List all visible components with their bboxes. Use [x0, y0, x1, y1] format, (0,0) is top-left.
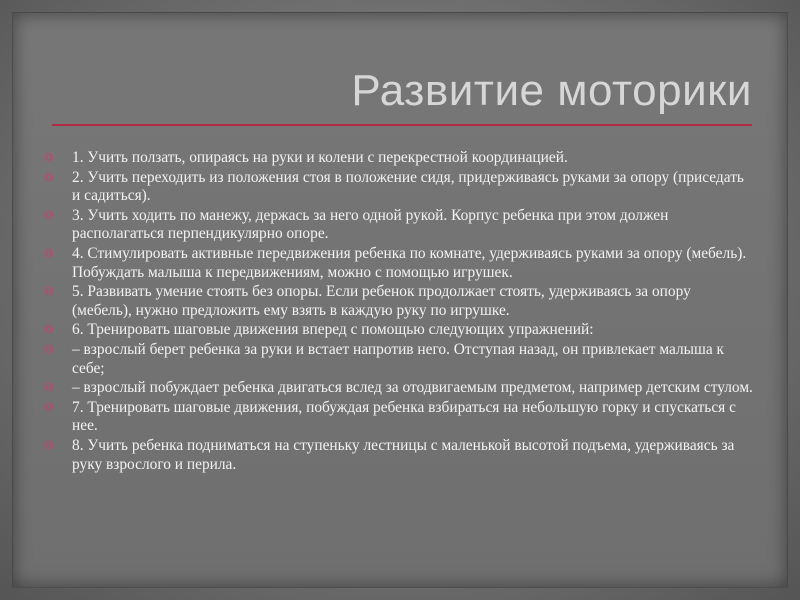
bullet-icon: ❂	[44, 382, 54, 395]
list-item	[44, 379, 754, 398]
list-item	[44, 321, 754, 340]
bullet-icon: ❂	[44, 324, 54, 337]
bullet-icon: ❂	[44, 439, 54, 452]
list-item	[44, 437, 754, 474]
bullet-icon: ❂	[44, 152, 54, 164]
list-item	[44, 399, 754, 436]
list-item	[44, 169, 754, 206]
list-item-text: 7. Тренировать шаговые движения, побуждая ребенка взбираться на небольшую горку и спускаться с нее.	[72, 398, 736, 435]
list-item	[44, 283, 754, 320]
list-item	[44, 149, 754, 168]
list-item-text: 4. Стимулировать активные передвижения ребенка по комнате, удерживаясь руками за опору (мебель). Побуждать малыша к передвижениям, можно с помощью игрушек.	[72, 244, 747, 281]
bullet-icon: ❂	[44, 401, 54, 414]
list-item-text: 8. Учить ребенка подниматься на ступеньку лестницы с маленькой высотой подъема, удерживаясь за руку взрослого и перила.	[72, 436, 735, 473]
list-item-text: 3. Учить ходить по манежу, держась за него одной рукой. Корпус ребенка при этом должен располагаться перпендикулярно опоре.	[72, 206, 669, 243]
list-item-text: 1. Учить ползать, опираясь на руки и колени с перекрестной координацией.	[72, 149, 568, 166]
bullet-list	[44, 149, 754, 475]
list-item	[44, 341, 754, 378]
bullet-icon: ❂	[44, 286, 54, 299]
bullet-icon: ❂	[44, 209, 54, 222]
bullet-icon: ❂	[44, 247, 54, 260]
title-underline	[52, 124, 752, 126]
list-item-text: – взрослый побуждает ребенка двигаться вслед за отодвигаемым предметом, например детским стулом.	[72, 379, 753, 397]
bullet-icon: ❂	[44, 171, 54, 184]
list-item	[44, 207, 754, 244]
list-item	[44, 245, 754, 282]
bullet-icon: ❂	[44, 343, 54, 356]
list-item-text: – взрослый берет ребенка за руки и встает напротив него. Отступая назад, он привлекает малыша к себе;	[72, 340, 725, 377]
list-item-text: 6. Тренировать шаговые движения вперед с помощью следующих упражнений:	[72, 321, 594, 339]
list-item-text: 5. Развивать умение стоять без опоры. Если ребенок продолжает стоять, удерживаясь за опору (мебель), нужно предложить ему взять в каждую руку по игрушке.	[72, 283, 691, 319]
slide-title: Развитие моторики	[351, 66, 752, 115]
list-item-text: 2. Учить переходить из положения стоя в положение сидя, придерживаясь руками за опору (приседать и садиться).	[72, 168, 744, 205]
